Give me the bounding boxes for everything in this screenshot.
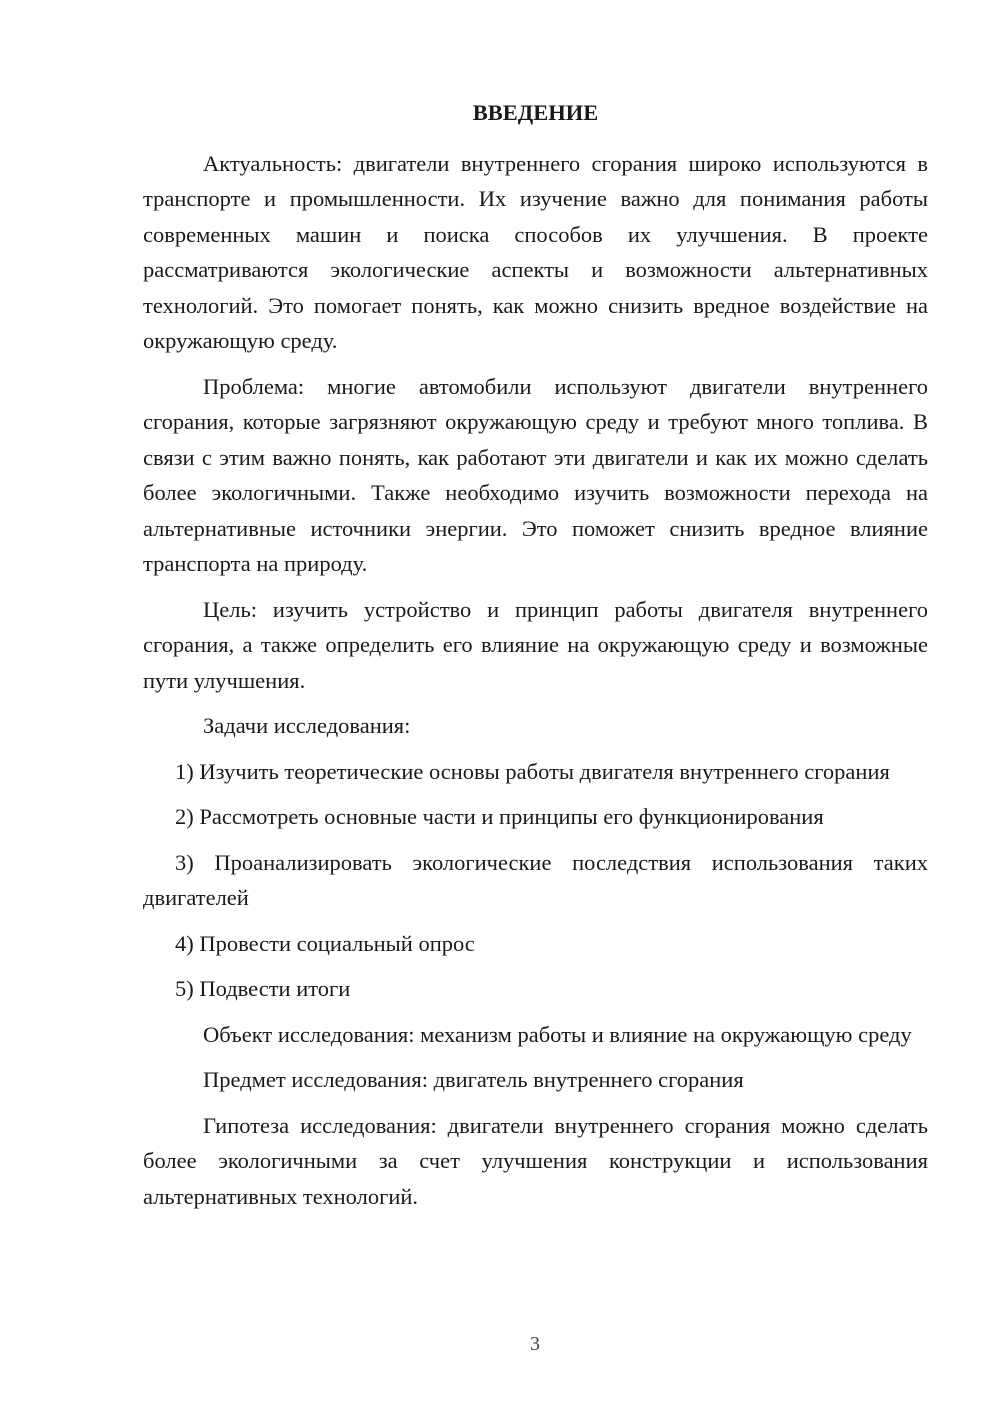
task-item-4: 4) Провести социальный опрос — [175, 930, 475, 956]
paragraph-hypothesis: Гипотеза исследования: двигатели внутреннего сгорания можно сделать более экологичными за счет улучшения конструкции и использования альтернативных технологий. — [143, 1112, 928, 1209]
task-item-5: 5) Подвести итоги — [175, 976, 351, 1001]
task-item-1: 1) Изучить теоретические основы работы двигателя внутреннего сгорания — [175, 758, 890, 784]
task-item-3: 3) Проанализировать экологические последствия использования таких двигателей — [143, 849, 928, 910]
page-title: ВВЕДЕНИЕ — [472, 100, 599, 125]
paragraph-subject: Предмет исследования: двигатель внутреннего сгорания — [203, 1067, 744, 1092]
page-number: 3 — [530, 1333, 540, 1355]
paragraph-relevance: Актуальность: двигатели внутреннего сгорания широко используются в транспорте и промышленности. Их изучение важно для понимания работы современных машин и поиска способов их улучшения. В проекте рассматриваются экологические аспекты и возможности альтернативных технологий. Это помогает понять, как можно снизить вредное воздействие на окружающую среду. — [143, 150, 928, 353]
paragraph-goal: Цель: изучить устройство и принцип работы двигателя внутреннего сгорания, а также определить его влияние на окружающую среду и возможные пути улучшения. — [143, 596, 928, 693]
task-item-2: 2) Рассмотреть основные части и принципы его функционирования — [175, 804, 824, 829]
document-page — [143, 95, 928, 1224]
tasks-heading: Задачи исследования: — [203, 713, 411, 738]
paragraph-problem: Проблема: многие автомобили используют двигатели внутреннего сгорания, которые загрязняют окружающую среду и требуют много топлива. В связи с этим важно понять, как работают эти двигатели и как их можно сделать более экологичными. Также необходимо изучить возможности перехода на альтернативные источники энергии. Это поможет снизить вредное влияние транспорта на природу. — [143, 373, 928, 576]
paragraph-object: Объект исследования: механизм работы и влияние на окружающую среду — [203, 1021, 912, 1047]
